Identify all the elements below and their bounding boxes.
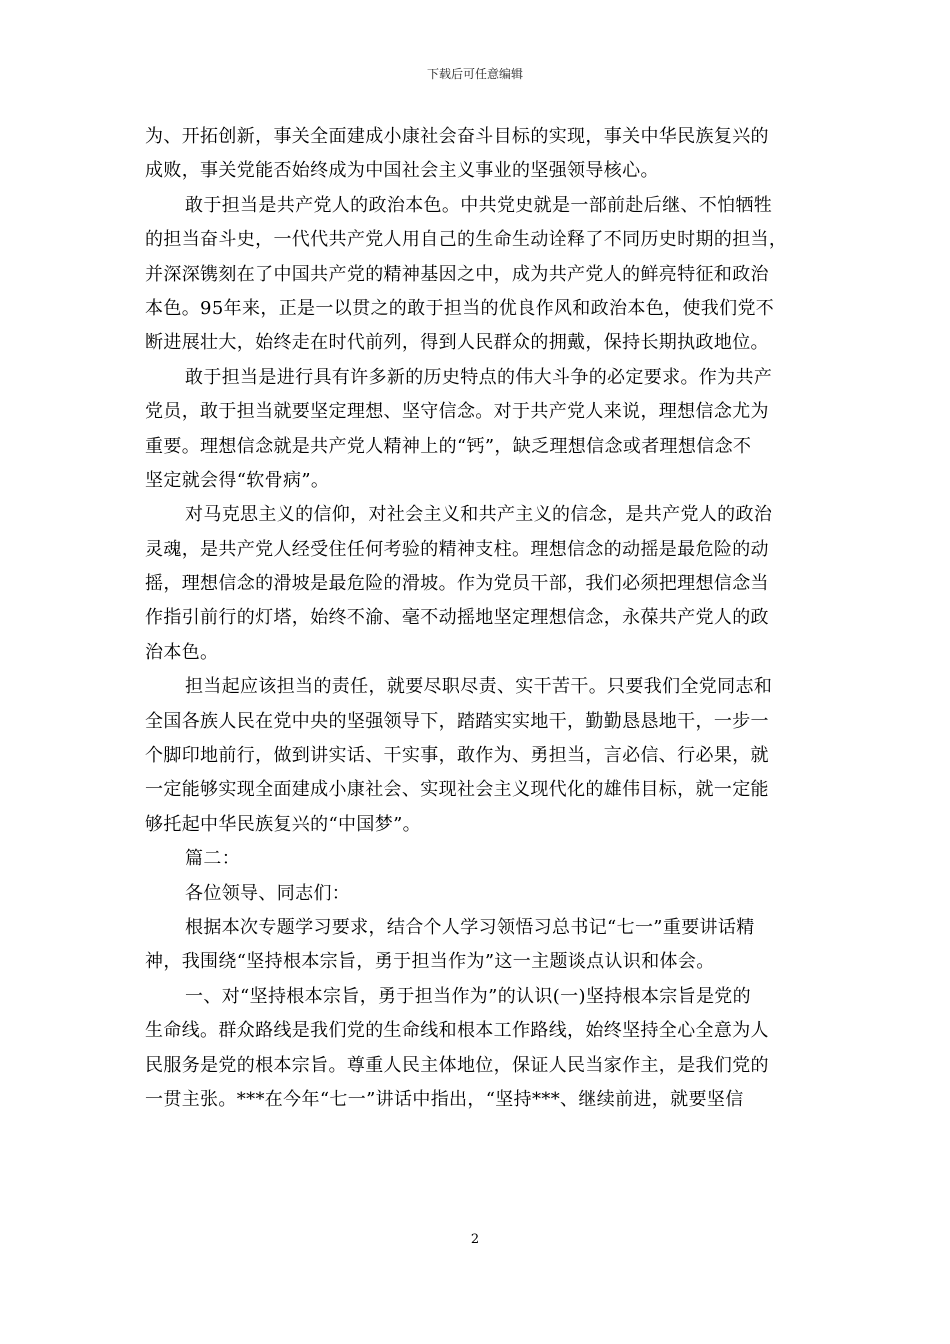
text-line: 敢于担当是进行具有许多新的历史特点的伟大斗争的必定要求。作为共产 [185, 366, 773, 388]
text-line: 一、对“坚持根本宗旨，勇于担当作为”的认识(一)坚持根本宗旨是党的 [185, 985, 751, 1007]
text-line: 断进展壮大，始终走在时代前列，得到人民群众的拥戴，保持长期执政地位。 [145, 332, 769, 354]
text-line: 坚定就会得“软骨病”。 [145, 469, 330, 491]
text-line: 并深深镌刻在了中国共产党的精神基因之中，成为共产党人的鲜亮特征和政治 [145, 263, 769, 285]
text-line: 敢于担当是共产党人的政治本色。中共党史就是一部前赴后继、不怕牺牲 [185, 194, 773, 216]
text-line: 一贯主张。***在今年“七一”讲话中指出，“坚持***、继续前进，就要坚信 [145, 1088, 744, 1110]
text-line: 为、开拓创新，事关全面建成小康社会奋斗目标的实现，事关中华民族复兴的 [145, 126, 769, 147]
text-line: 摇，理想信念的滑坡是最危险的滑坡。作为党员干部，我们必须把理想信念当 [145, 573, 769, 595]
text-line: 担当起应该担当的责任，就要尽职尽责、实干苦干。只要我们全党同志和 [185, 676, 773, 698]
text-line: 个脚印地前行，做到讲实话、干实事，敢作为、勇担当，言必信、行必果，就 [145, 745, 769, 767]
text-line: 够托起中华民族复兴的“中国梦”。 [145, 813, 422, 835]
text-line: 篇二： [185, 848, 241, 870]
text-line: 根据本次专题学习要求，结合个人学习领悟习总书记“七一”重要讲话精 [185, 916, 755, 938]
page-number: 2 [470, 1232, 480, 1247]
text-line: 本色。95年来，正是一以贯之的敢于担当的优良作风和政治本色，使我们党不 [145, 297, 775, 319]
text-line: 治本色。 [145, 641, 219, 663]
text-line: 全国各族人民在党中央的坚强领导下，踏踏实实地干，勤勤恳恳地干，一步一 [145, 710, 769, 732]
text-line: 一定能够实现全面建成小康社会、实现社会主义现代化的雄伟目标，就一定能 [145, 779, 769, 801]
text-line: 灵魂，是共产党人经受住任何考验的精神支柱。理想信念的动摇是最危险的动 [145, 538, 769, 560]
text-line: 对马克思主义的信仰，对社会主义和共产主义的信念，是共产党人的政治 [185, 504, 773, 526]
text-line: 神，我围绕“坚持根本宗旨，勇于担当作为”这一主题谈点认识和体会。 [145, 951, 715, 973]
text-line: 生命线。群众路线是我们党的生命线和根本工作路线，始终坚持全心全意为人 [145, 1020, 769, 1042]
text-line: 重要。理想信念就是共产党人精神上的“钙”，缺乏理想信念或者理想信念不 [145, 435, 752, 457]
text-line: 成败，事关党能否始终成为中国社会主义事业的坚强领导核心。 [145, 160, 659, 182]
text-line: 各位领导、同志们： [185, 882, 351, 904]
document-body [145, 120, 809, 1117]
text-line: 作指引前行的灯塔，始终不渝、毫不动摇地坚定理想信念，永葆共产党人的政 [145, 607, 769, 629]
text-line: 民服务是党的根本宗旨。尊重人民主体地位，保证人民当家作主，是我们党的 [145, 1054, 769, 1076]
text-line: 的担当奋斗史，一代代共产党人用自己的生命生动诠释了不同历史时期的担当， [145, 229, 788, 251]
text-line: 党员，敢于担当就要坚定理想、坚守信念。对于共产党人来说，理想信念尤为 [145, 401, 769, 423]
page-header: 下载后可任意编辑 [426, 67, 523, 81]
